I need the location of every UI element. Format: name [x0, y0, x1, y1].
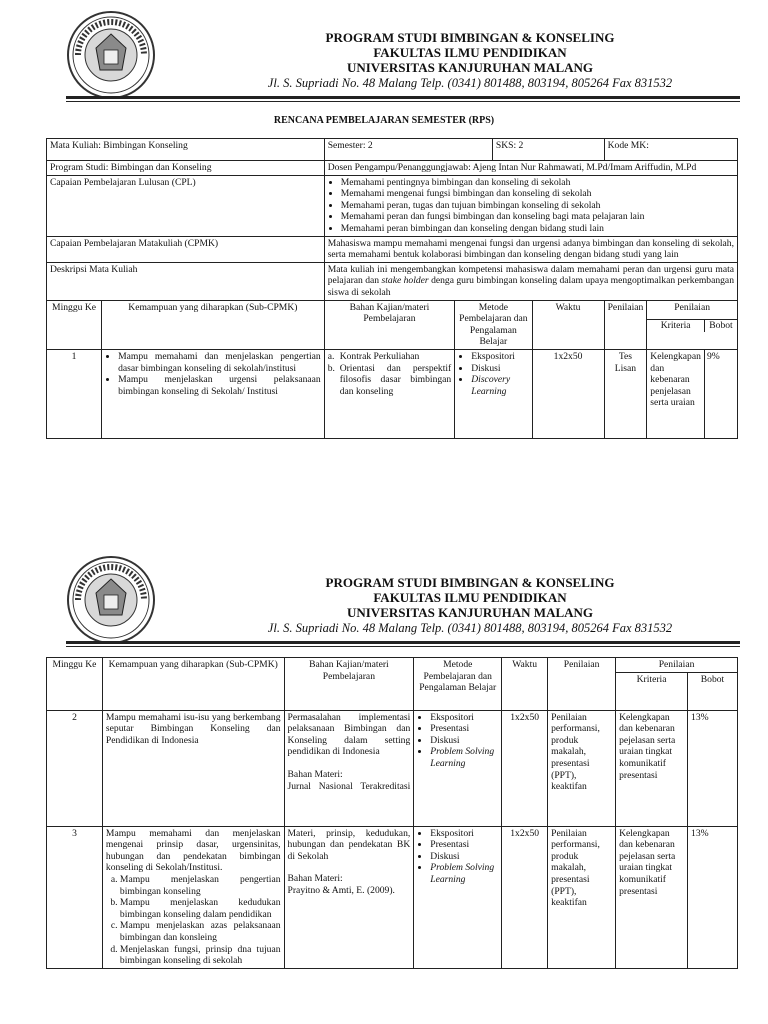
description-label: Deskripsi Mata Kuliah: [47, 262, 325, 300]
row-kemampuan: [102, 349, 325, 438]
row-bobot: 9%: [707, 350, 720, 362]
list-item: • Memahami pentingnya bimbingan dan konseling di sekolah: [341, 177, 734, 189]
header-divider-thin: [66, 101, 740, 102]
letterhead: [0, 0, 768, 100]
col-header-metode: Metode Pembelajaran dan Pengalaman Belajar: [455, 300, 532, 349]
col-header-penilaian-group: Penilaian: [647, 300, 738, 319]
col-header-bobot: Bobot: [688, 672, 738, 710]
row-bahan: Materi, prinsip, kedudukan, hubungan dan pendekatan BK di Sekolah Bahan Materi: Prayitno & Amti, E. (2009).: [284, 826, 414, 968]
university-name: UNIVERSITAS KANJURUHAN MALANG: [346, 60, 594, 75]
list-item: • Memahami peran, tugas dan tujuan bimbingan konseling di sekolah: [341, 200, 734, 212]
row-week: 1: [47, 349, 102, 438]
row-penilaian: Penilaian performansi, produk makalah, presentasi (PPT), keaktifan: [548, 710, 616, 826]
header-divider: [66, 641, 740, 644]
page-2: [0, 545, 768, 967]
rps-table-page-2: [46, 657, 738, 969]
list-item: • Ekspositori: [471, 351, 528, 363]
row-waktu: 1x2x50: [502, 826, 548, 968]
university-logo-icon: [66, 555, 156, 645]
col-header-minggu: Minggu Ke: [47, 658, 103, 711]
address: Jl. S. Supriadi No. 48 Malang Telp. (0341) 801488, 803194, 805264 Fax 831532: [267, 76, 673, 90]
row-metode: [455, 349, 532, 438]
address: Jl. S. Supriadi No. 48 Malang Telp. (0341) 801488, 803194, 805264 Fax 831532: [267, 621, 673, 635]
col-header-metode: Metode Pembelajaran dan Pengalaman Belajar: [414, 658, 502, 711]
university-logo-icon: [66, 10, 156, 100]
letterhead-text: [200, 30, 740, 91]
col-header-penilaian: Penilaian: [548, 658, 616, 711]
row-week: 2: [47, 710, 103, 826]
col-header-kriteria: Kriteria: [616, 672, 688, 710]
cpl-list: [324, 175, 737, 236]
row-kemampuan: Mampu memahami isu-isu yang berkembang seputar Bimbingan Konseling dan Pendidikan di Indonesia: [102, 710, 284, 826]
study-program: Program Studi: Bimbingan dan Konseling: [47, 161, 325, 176]
row-bahan: a. Kontrak Perkuliahan b. Orientasi dan perspektif filosofis dasar bimbingan dan konseling: [324, 349, 455, 438]
header-divider: [66, 96, 740, 99]
page-1: [0, 0, 768, 409]
list-item: d. Menjelaskan fungsi, prinsip dna tujuan bimbingan konseling di sekolah: [120, 944, 281, 967]
col-header-bahan: Bahan Kajian/materi Pembelajaran: [324, 300, 455, 349]
col-header-penilaian-group: Penilaian: [616, 658, 738, 673]
list-item: • Presentasi: [430, 839, 498, 851]
course-description: Mata kuliah ini mengembangkan kompetensi mahasiswa dalam memahami peran dan urgensi guru mata pelajaran dan stake holder denga guru bimbingan konseling dalam upaya mengoptimalkan perkembangan siswa di sekolah: [324, 262, 737, 300]
list-item: • Problem Solving Learning: [430, 746, 498, 769]
document-title: RENCANA PEMBELAJARAN SEMESTER (RPS): [273, 115, 495, 126]
row-metode: [414, 710, 502, 826]
col-header-bobot: Bobot: [709, 319, 733, 331]
col-header-kemampuan: Kemampuan yang diharapkan (Sub-CPMK): [102, 300, 325, 349]
row-waktu: 1x2x50: [502, 710, 548, 826]
col-header-kriteria-bobot: [647, 319, 738, 349]
list-item: • Discovery Learning: [471, 374, 528, 397]
col-header-kriteria: Kriteria: [647, 320, 705, 332]
row-bahan: Permasalahan implementasi pelaksanaan Bimbingan dan Konseling dalam setting pendidikan di Indonesia Bahan Materi: Jurnal Nasional Terakreditasi: [284, 710, 414, 826]
list-item: • Mampu memahami dan menjelaskan pengertian dasar bimbingan konseling di sekolah/institusi: [118, 351, 321, 374]
list-item: • Memahami peran bimbingan dan konseling dengan bidang studi lain: [341, 223, 734, 235]
table-row: [47, 710, 738, 826]
list-item: • Memahami peran dan fungsi bimbingan dan konseling bagi mata pelajaran lain: [341, 211, 734, 223]
row-penilaian: Tes Lisan: [604, 349, 647, 438]
col-header-waktu: Waktu: [532, 300, 604, 349]
table-row: [47, 826, 738, 968]
list-item: a. Mampu menjelaskan pengertian bimbingan konseling: [120, 874, 281, 897]
program-name: PROGRAM STUDI BIMBINGAN & KONSELING: [325, 575, 615, 590]
list-item: c. Mampu menjelaskan azas pelaksanaan bimbingan dan konsleing: [120, 920, 281, 943]
col-header-kemampuan: Kemampuan yang diharapkan (Sub-CPMK): [102, 658, 284, 711]
university-name: UNIVERSITAS KANJURUHAN MALANG: [346, 605, 594, 620]
sks: SKS: 2: [492, 139, 604, 161]
row-kemampuan: Mampu memahami dan menjelaskan mengenai prinsip dasar, urgensinitas, hubungan dan pendekatan bimbingan konseling di Sekolah/Institusi. a. Mampu menjelaskan pengertian bimbingan konseling b. Mampu menjelaskan kedudukan bimbingan konseling dalam pendidikan c. Mampu menjelaskan azas pelaksanaan bimbingan dan konsleing d. Menjelaskan fungsi, prinsip dna tujuan bimbingan konseling di sekolah: [102, 826, 284, 968]
list-item: • Mampu menjelaskan urgensi pelaksanaan bimbingan konseling di Sekolah/ Institusi: [118, 374, 321, 397]
program-name: PROGRAM STUDI BIMBINGAN & KONSELING: [325, 30, 615, 45]
col-header-waktu: Waktu: [502, 658, 548, 711]
row-bobot: 13%: [688, 710, 738, 826]
header-divider-thin: [66, 646, 740, 647]
list-item: • Problem Solving Learning: [430, 862, 498, 885]
row-waktu: 1x2x50: [532, 349, 604, 438]
cpmk-label: Capaian Pembelajaran Matakuliah (CPMK): [47, 236, 325, 262]
col-header-bahan: Bahan Kajian/materi Pembelajaran: [284, 658, 414, 711]
cpmk-text: Mahasiswa mampu memahami mengenai fungsi dan urgensi adanya bimbingan dan konseling di sekolah, serta memahami bentuk kolaborasi bimbingan dan konseling dengan bidang studi yang lain: [324, 236, 737, 262]
col-header-minggu: Minggu Ke: [47, 300, 102, 349]
cpl-label: Capaian Pembelajaran Lulusan (CPL): [47, 175, 325, 236]
list-item: • Memahami mengenai fungsi bimbingan dan konseling di sekolah: [341, 188, 734, 200]
row-metode: [414, 826, 502, 968]
row-bobot: 13%: [688, 826, 738, 968]
list-item: • Diskusi: [430, 735, 498, 747]
table-row: [47, 349, 738, 438]
list-item: • Presentasi: [430, 723, 498, 735]
row-kriteria: Kelengkapan dan kebenaran pejelasan serta uraian tingkat komunikatif presentasi: [616, 710, 688, 826]
row-kriteria: Kelengkapan dan kebenaran penjelasan serta uraian: [647, 350, 705, 438]
semester: Semester: 2: [324, 139, 492, 161]
letterhead-text: [200, 575, 740, 636]
course-code: Kode MK:: [604, 139, 737, 161]
course-name: Mata Kuliah: Bimbingan Konseling: [47, 139, 325, 161]
list-item: • Diskusi: [430, 851, 498, 863]
list-item: • Ekspositori: [430, 712, 498, 724]
list-item: • Ekspositori: [430, 828, 498, 840]
row-penilaian: Penilaian performansi, produk makalah, presentasi (PPT), keaktifan: [548, 826, 616, 968]
list-item: • Diskusi: [471, 363, 528, 375]
letterhead: [0, 545, 768, 645]
rps-table-page-1: [46, 138, 738, 439]
faculty-name: FAKULTAS ILMU PENDIDIKAN: [373, 45, 567, 60]
row-kriteria: Kelengkapan dan kebenaran pejelasan serta uraian tingkat komunikatif presentasi: [616, 826, 688, 968]
lecturer: Dosen Pengampu/Penanggungjawab: Ajeng Intan Nur Rahmawati, M.Pd/Imam Ariffudin, M.Pd: [324, 161, 737, 176]
row-kriteria-bobot: [647, 349, 738, 438]
list-item: b. Mampu menjelaskan kedudukan bimbingan konseling dalam pendidikan: [120, 897, 281, 920]
row-week: 3: [47, 826, 103, 968]
col-header-penilaian: Penilaian: [604, 300, 647, 349]
faculty-name: FAKULTAS ILMU PENDIDIKAN: [373, 590, 567, 605]
